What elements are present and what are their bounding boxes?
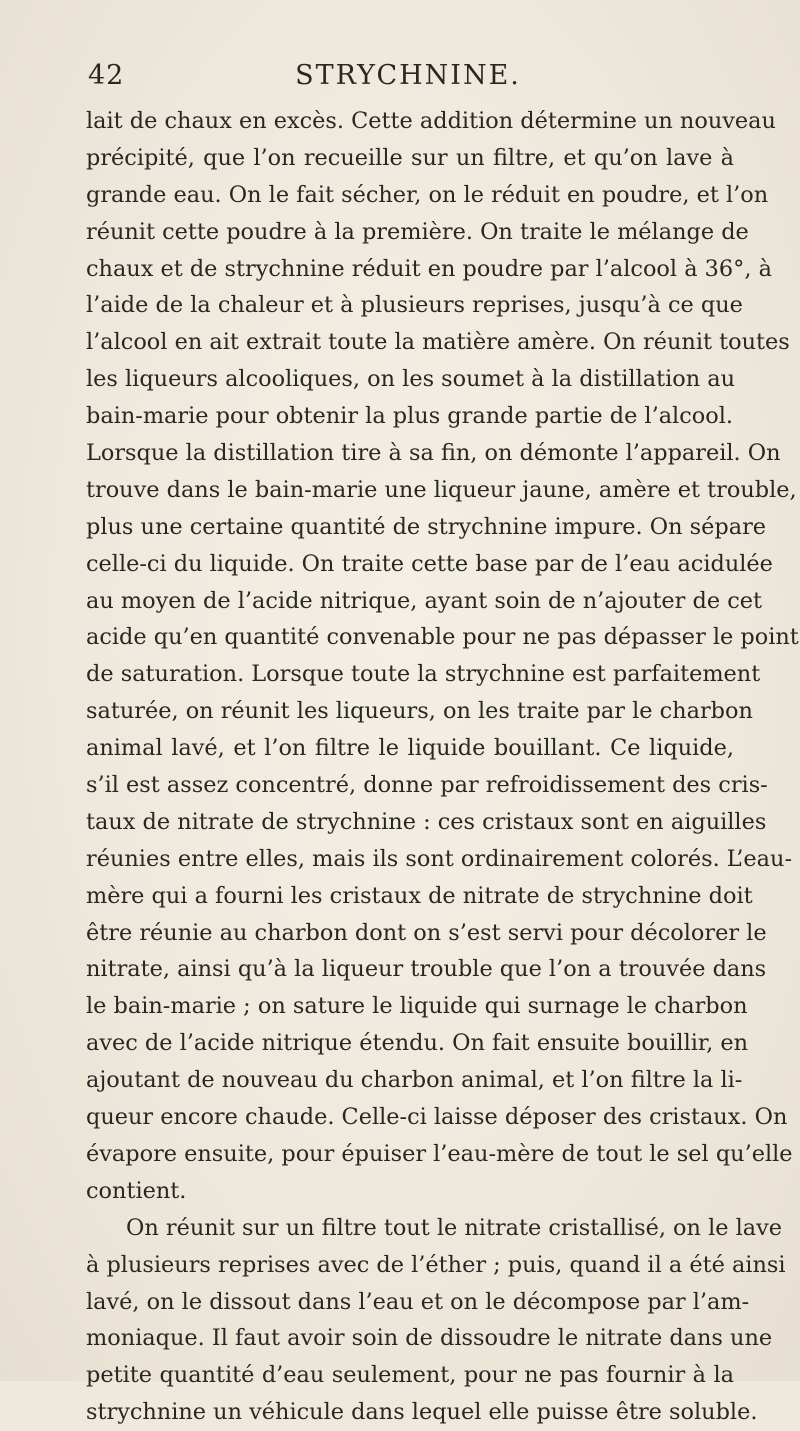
text-line: ajoutant de nouveau du charbon animal, et l’on filtre la li- [86, 1067, 743, 1094]
text-line: contient. [86, 1177, 187, 1204]
body-text [86, 103, 799, 1431]
text-line: l’alcool en ait extrait toute la matière amère. On réunit toutes [86, 329, 790, 356]
text-line: petite quantité d’eau seulement, pour ne pas fournir à la [86, 1362, 734, 1389]
text-line: celle-ci du liquide. On traite cette base par de l’eau acidulée [86, 550, 773, 577]
page-number: 42 [88, 60, 125, 91]
text-line: grande eau. On le fait sécher, on le réduit en poudre, et l’on [86, 181, 769, 208]
text-line: taux de nitrate de strychnine : ces cristaux sont en aiguilles [86, 808, 767, 835]
text-line: au moyen de l’acide nitrique, ayant soin de n’ajouter de cet [86, 587, 762, 614]
text-line: animal lavé, et l’on filtre le liquide bouillant. Ce liquide, [86, 735, 734, 762]
text-line: être réunie au charbon dont on s’est servi pour décolorer le [86, 919, 767, 946]
text-line: réunies entre elles, mais ils sont ordinairement colorés. L’eau- [86, 845, 793, 872]
text-line: saturée, on réunit les liqueurs, on les traite par le charbon [86, 698, 753, 725]
text-line: avec de l’acide nitrique étendu. On fait ensuite bouillir, en [86, 1030, 749, 1057]
text-line: lait de chaux en excès. Cette addition détermine un nouveau [86, 108, 776, 134]
text-line: les liqueurs alcooliques, on les soumet à la distillation au [86, 366, 736, 393]
text-line: acide qu’en quantité convenable pour ne pas dépasser le point [86, 624, 799, 651]
text-line: Lorsque la distillation tire à sa fin, on démonte l’appareil. On [86, 440, 781, 467]
text-line: évapore ensuite, pour épuiser l’eau-mère de tout le sel qu’elle [86, 1140, 793, 1167]
text-line: le bain-marie ; on sature le liquide qui surnage le charbon [86, 993, 748, 1020]
text-line: moniaque. Il faut avoir soin de dissoudre le nitrate dans une [86, 1325, 773, 1352]
text-line: mère qui a fourni les cristaux de nitrate de strychnine doit [86, 882, 753, 909]
text-line: l’aide de la chaleur et à plusieurs reprises, jusqu’à ce que [86, 292, 743, 319]
text-line: strychnine un véhicule dans lequel elle puisse être soluble. [86, 1399, 758, 1426]
text-line: lavé, on le dissout dans l’eau et on le décompose par l’am- [86, 1288, 750, 1315]
page-title: STRYCHNINE. [295, 60, 521, 91]
text-line: à plusieurs reprises avec de l’éther ; puis, quand il a été ainsi [86, 1251, 786, 1278]
text-line: précipité, que l’on recueille sur un filtre, et qu’on lave à [86, 144, 734, 171]
text-line: nitrate, ainsi qu’à la liqueur trouble que l’on a trouvée dans [86, 956, 767, 983]
text-line: de saturation. Lorsque toute la strychnine est parfaitement [86, 661, 761, 688]
text-line: s’il est assez concentré, donne par refroidissement des cris- [86, 772, 768, 799]
running-head [88, 60, 728, 100]
text-line: bain-marie pour obtenir la plus grande partie de l’alcool. [86, 403, 733, 430]
text-line: plus une certaine quantité de strychnine impure. On sépare [86, 513, 767, 540]
text-line: On réunit sur un filtre tout le nitrate cristallisé, on le lave [126, 1214, 783, 1241]
text-line: trouve dans le bain-marie une liqueur jaune, amère et trouble, [86, 476, 797, 503]
text-line: queur encore chaude. Celle-ci laisse déposer des cristaux. On [86, 1104, 788, 1131]
text-line: chaux et de strychnine réduit en poudre par l’alcool à 36°, à [86, 255, 772, 282]
text-line: réunit cette poudre à la première. On traite le mélange de [86, 218, 749, 245]
